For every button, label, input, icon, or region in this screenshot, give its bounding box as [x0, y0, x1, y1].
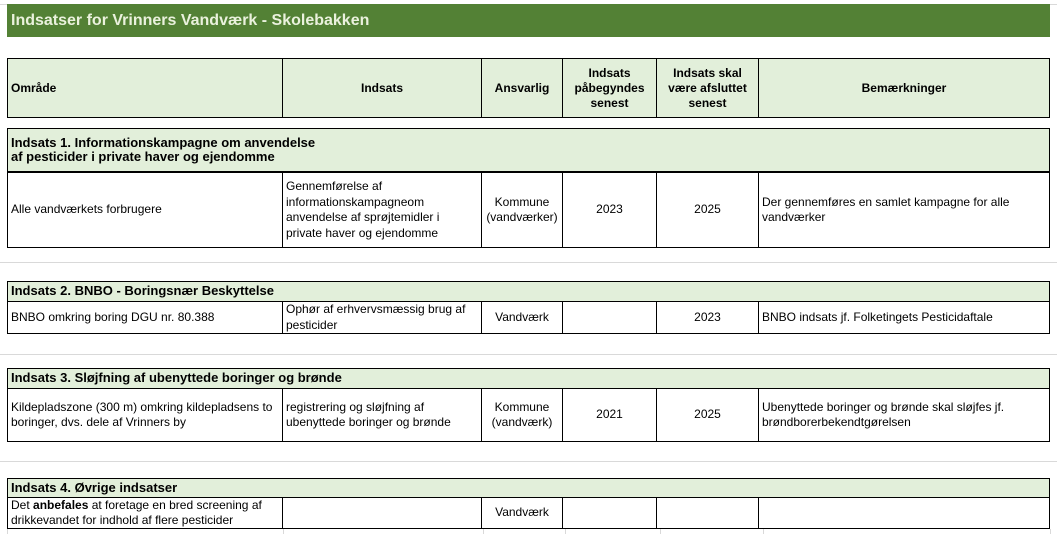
- cell-paabegyndes: 2023: [562, 172, 657, 248]
- cell-bemaerkninger: BNBO indsats jf. Folketingets Pesticidaftale: [758, 301, 1050, 334]
- cell-omrade: Alle vandværkets forbrugere: [7, 172, 283, 248]
- cell-ansvarlig: Kommune (vandværker): [481, 172, 563, 248]
- cell-paabegyndes: 2021: [562, 388, 657, 442]
- cell-afsluttet: 2025: [656, 388, 759, 442]
- cell-indsats: Gennemførelse af informationskampagneom anvendelse af sprøjtemidler i private haver og ejendomme: [282, 172, 482, 248]
- gridline: [565, 529, 566, 534]
- column-header-paabegyndes: Indsats påbegyndes senest: [562, 58, 657, 118]
- table-row: [7, 172, 1050, 248]
- table-row: [7, 497, 1050, 529]
- gridline: [0, 262, 1057, 263]
- section-heading-1: Indsats 1. Informationskampagne om anvendelse af pesticider i private haver og ejendomme: [7, 128, 1050, 172]
- bold-word: anbefales: [33, 497, 89, 512]
- cell-ansvarlig: Vandværk: [481, 301, 563, 334]
- gridline: [483, 529, 484, 534]
- cell-bemaerkninger: Ubenyttede boringer og brønde skal sløjfes jf. brøndborerbekendtgørelsen: [758, 388, 1050, 442]
- column-header-bemaerkninger: Bemærkninger: [758, 58, 1050, 118]
- cell-omrade: Kildepladszone (300 m) omkring kildepladsens to boringer, dvs. dele af Vrinners by: [7, 388, 283, 442]
- cell-bemaerkninger: Der gennemføres en samlet kampagne for alle vandværker: [758, 172, 1050, 248]
- section-heading-2: Indsats 2. BNBO - Boringsnær Beskyttelse: [7, 281, 1050, 302]
- cell-ansvarlig: Vandværk: [481, 497, 563, 529]
- cell-bemaerkninger: [758, 497, 1050, 529]
- cell-afsluttet: 2025: [656, 172, 759, 248]
- gridline: [1050, 529, 1051, 534]
- cell-indsats: [282, 497, 482, 529]
- gridline: [763, 529, 764, 534]
- gridline: [0, 461, 1057, 462]
- gridline: [7, 529, 8, 534]
- cell-paabegyndes: [562, 301, 657, 334]
- cell-ansvarlig: Kommune (vandværk): [481, 388, 563, 442]
- cell-indsats: Ophør af erhvervsmæssig brug af pesticider: [282, 301, 482, 334]
- cell-afsluttet: [656, 497, 759, 529]
- page-title: Indsatser for Vrinners Vandværk - Skolebakken: [11, 11, 370, 29]
- cell-indsats: registrering og sløjfning af ubenyttede boringer og brønde: [282, 388, 482, 442]
- gridline: [660, 529, 661, 534]
- cell-omrade: Det anbefales at foretage en bred screening af drikkevandet for indhold af flere pesticider: [7, 497, 283, 529]
- cell-afsluttet: 2023: [656, 301, 759, 334]
- section-heading-4: Indsats 4. Øvrige indsatser: [7, 478, 1050, 498]
- cell-paabegyndes: [562, 497, 657, 529]
- table-row: [7, 301, 1050, 334]
- section-heading-3: Indsats 3. Sløjfning af ubenyttede boringer og brønde: [7, 368, 1050, 389]
- column-header-omrade: Område: [7, 58, 283, 118]
- cell-omrade: BNBO omkring boring DGU nr. 80.388: [7, 301, 283, 334]
- column-header-indsats: Indsats: [282, 58, 482, 118]
- column-header-ansvarlig: Ansvarlig: [481, 58, 563, 118]
- column-header-row: [7, 58, 1050, 118]
- gridline: [0, 354, 1057, 355]
- column-header-afsluttet: Indsats skal være afsluttet senest: [656, 58, 759, 118]
- table-row: [7, 388, 1050, 442]
- table-title-bar: [7, 4, 1050, 37]
- gridline: [283, 529, 284, 534]
